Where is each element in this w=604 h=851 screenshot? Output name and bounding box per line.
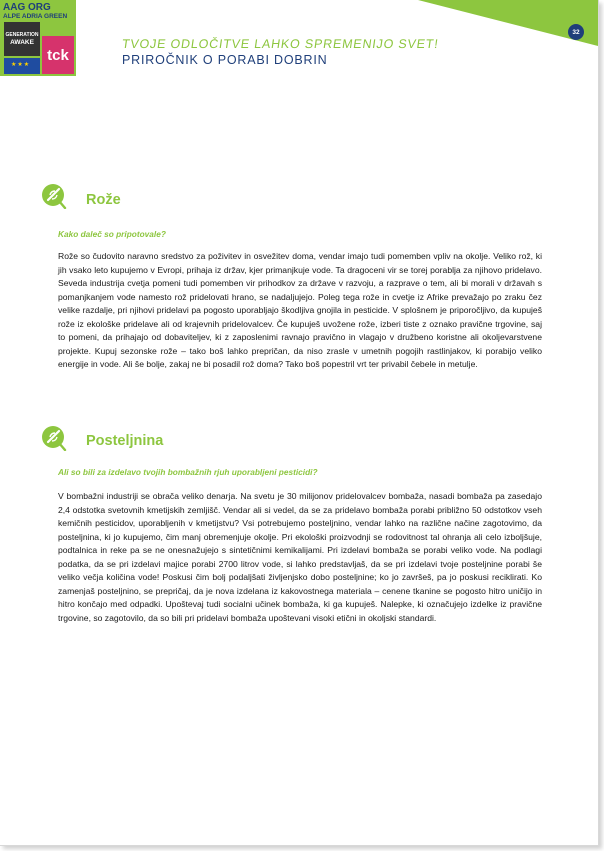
tck-logo: tck — [42, 36, 74, 74]
page-number-badge: 32 — [568, 24, 584, 40]
aag-logo-text: AAG ORG — [3, 2, 51, 13]
header-corner-decoration — [418, 0, 598, 46]
header-title: TVOJE ODLOČITVE LAHKO SPREMENIJO SVET! — [121, 37, 440, 51]
green-leaf-icon — [41, 183, 67, 209]
green-leaf-icon — [41, 425, 67, 451]
generation-text: GENERATION — [5, 32, 39, 38]
section-question-roze: Kako daleč so pripotovale? — [58, 229, 166, 239]
eu-flag-icon — [4, 58, 40, 74]
section-body-roze: Rože so čudovito naravno sredstvo za poživitev in osvežitev doma, vendar imajo tudi pomemben vpliv na okolje. Veliko rož, ki jih vsako leto kupujemo v Evropi, prihaja iz držav, kjer primanjkuje vode. Ta dragoceni vir se torej porablja za njihovo pridelavo. Seveda industrija cvetja pomeni tudi pomemben vir prihodkov za države v razvoju, a razprave o tem, ali bi morali v državah s pomanjkanjem vode namesto rož pridelovati hrano, se nadaljujejo. Poleg tega rože in cvetje iz Afrike prevažajo po zraku čez velike razdalje, pri njihovi pridelavi pa pogosto uporabljajo škodljiva gnojila in pesticide. V splošnem je priporočljivo, da kupuješ rože iz ekološke pridelave ali od krajevnih pridelovalcev. Če kupuješ uvožene rože, izberi tiste z oznako pravične trgovine, saj to pomeni, da prihajajo od dobaviteljev, ki z zaposlenimi ravnajo pravično in vlagajo v družbeno koristne ali okoljevarstvene projekte. Kupuj sezonske rože – tako boš lahko prepričan, da niso zrasle v umetnih pogojih rastlinjakov, ki porabijo veliko energije in vode. Ali še bolje, zakaj ne bi posadil rož doma? Tako boš popestril vrt ter privabil čebele in metulje. — [58, 251, 542, 369]
header-subtitle: PRIROČNIK O PORABI DOBRIN — [122, 53, 328, 67]
section-title-roze: Rože — [86, 192, 121, 208]
awake-text: AWAKE — [10, 39, 34, 46]
alpe-adria-green-text: ALPE ADRIA GREEN — [3, 13, 68, 20]
section-body-posteljnina: V bombažni industriji se obrača veliko denarja. Na svetu je 30 milijonov pridelovalcev bombaža, nasadi bombaža pa zasedajo 2,4 odstotka svetovnih kmetijskih zemljišč. Vendar ali si vedel, da se za pridelavo bombaža porabi približno 50 odstotkov vseh kemičnih pesticidov, uporabljenih v kmetijstvu? Vsi potrebujemo posteljnino, vendar lahko na različne načine zagotovimo, da posteljnina, ki jo kupujemo, čim manj obremenjuje okolje. Pri ekološki proizvodnji se rodovitnost tal ohranja ali celo izboljšuje, podtalnica in reke pa se ne onesnažujejo s sintetičnimi kemikalijami. Pri izdelavi bombaža se porabi veliko vode. Na podlagi podatka, da se pri izdelavi majice porabi 2700 litrov vode, si lahko predstavljaš, da se pri izdelavi tvoje posteljnine porabi še veliko večja količina vode! Poskusi čim bolj podaljšati življenjsko dobo posteljnine; ko jo završeš, pa jo poskusi reciklirati. Ko zamenjaš posteljnino, se prepričaj, da je nova izdelana iz kakovostnega materiala – cenene tkanine se pogosto hitro uničijo in hitro končajo med odpadki. Upoštevaj tudi socialni učinek bombaža, ki ga kupuješ. Nalepke, ki označujejo izdelke iz pravične trgovine, so zagotovilo, da so bili pri pridelavi bombaža upoštevani visoki etični in okoljski standardi. — [58, 491, 542, 623]
partner-logos — [0, 0, 76, 76]
section-question-posteljnina: Ali so bili za izdelavo tvojih bombažnih rjuh uporabljeni pesticidi? — [58, 467, 318, 477]
section-title-posteljnina: Posteljnina — [86, 433, 164, 449]
generation-awake-logo — [4, 22, 40, 56]
